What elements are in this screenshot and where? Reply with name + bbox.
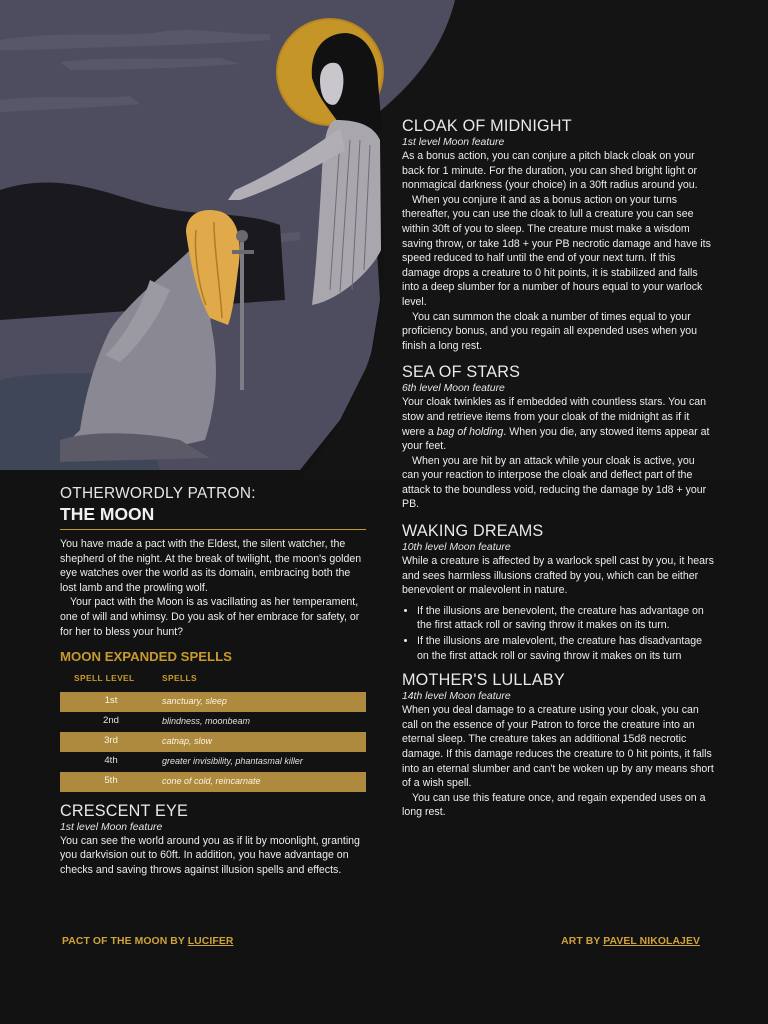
- spells-header: SPELLS: [162, 673, 197, 684]
- crescent-subtitle: 1st level Moon feature: [60, 821, 163, 833]
- spells-cell: blindness, moonbeam: [162, 716, 251, 727]
- intro-paragraph-1: You have made a pact with the Eldest, the silent watcher, the shepherd of the night. At the break of twilight, the moon's golden eye watches over the world as its domain, embracing both the lost lamb and the prowling wolf.: [60, 538, 362, 594]
- waking-paragraph-1: While a creature is affected by a warlock spell cast by you, it hears and sees harmless illusions crafted by you, which can be either benevolent or malevolent in nature.: [402, 555, 714, 597]
- cloak-paragraph-2: When you conjure it and as a bonus action on your turns thereafter, you can use the cloak to lull a creature you can see within 30ft of you to sleep. The creature must make a wisdom saving throw, or take 1d8 + your PB necrotic damage and have its speed reduced to half until the end of your next turn. If this damage drops a creature to 0 hit points, it is stabilized and falls into a deep slumber for a number of hours equal to your warlock level.: [402, 193, 711, 308]
- patron-heading: OTHERWORDLY PATRON:: [60, 485, 256, 502]
- spells-cell: cone of cold, reincarnate: [162, 772, 366, 792]
- footer-credit-author: [62, 936, 233, 947]
- footer-credit-artist: [561, 936, 700, 947]
- lullaby-paragraph-1: When you deal damage to a creature using your cloak, you can call on the essence of your Patron to force the creature into an eternal sleep. The creature takes an additional 15d8 necrotic damage. If this damage reduces the creature to 0 hit points, it falls into an eternal slumber and can't be woken up by any means short of a wish spell.: [402, 704, 714, 790]
- waking-subtitle: 10th level Moon feature: [402, 542, 511, 554]
- intro-paragraph-2: Your pact with the Moon is as vacillating as her temperament, one of will and whimsy. Do you ask of her embrace for safety, or for her to bless your hunt?: [60, 596, 360, 638]
- spell-level-cell: 3rd: [60, 732, 162, 752]
- cloak-title: CLOAK OF MIDNIGHT: [402, 117, 572, 135]
- table-row: [60, 752, 366, 772]
- right-column: [402, 116, 714, 820]
- expanded-spells-title: MOON EXPANDED SPELLS: [60, 649, 232, 665]
- sea-p1-text-b: . When you die, any stowed items appear at your feet.: [402, 425, 710, 453]
- cloak-paragraph-1: As a bonus action, you can conjure a pitch black cloak on your back for 1 minute. For the duration, you can shed bright light or nonmagical darkness (your choice) in a 30ft radius around you.: [402, 150, 698, 192]
- waking-title: WAKING DREAMS: [402, 522, 544, 541]
- spell-level-cell: 4th: [104, 755, 118, 767]
- sea-p1-text-a: Your cloak twinkles as if embedded with countless stars. You can stow and retrieve items from your cloak of the midnight as if it were a: [402, 396, 707, 438]
- left-column: [60, 484, 366, 878]
- table-row: [60, 712, 366, 732]
- sea-subtitle: 6th level Moon feature: [402, 383, 505, 395]
- spells-cell: sanctuary, sleep: [162, 692, 366, 712]
- lullaby-title: MOTHER'S LULLABY: [402, 671, 565, 690]
- crescent-title: CRESCENT EYE: [60, 801, 189, 820]
- waking-bullets: [402, 604, 714, 663]
- spells-cell: greater invisibility, phantasmal killer: [162, 756, 303, 767]
- spell-level-cell: 5th: [60, 772, 162, 792]
- artist-credit-prefix: ART BY: [561, 936, 604, 947]
- waking-bullet-benevolent: • If the illusions are benevolent, the creature has advantage on the first attack roll or saving throw it makes on its turn.: [417, 604, 714, 633]
- spell-level-cell: 1st: [60, 692, 162, 712]
- author-credit-prefix: PACT OF THE MOON BY: [62, 936, 188, 947]
- crescent-paragraph-1: You can see the world around you as if lit by moonlight, granting you darkvision out to 60ft. In addition, you have advantage on checks and saving throws against illusion spells and effects.: [60, 834, 360, 876]
- lullaby-subtitle: 14th level Moon feature: [402, 691, 511, 703]
- sea-paragraph-2: When you are hit by an attack while your cloak is active, you can your reaction to interpose the cloak and deflect part of the attack to the boundless void, reducing the damage by 1d8 + your PB.: [402, 454, 707, 511]
- spell-level-cell: 2nd: [102, 715, 119, 727]
- artist-link[interactable]: PAVEL NIKOLAJEV: [603, 936, 700, 947]
- waking-bullet-malevolent: • If the illusions are malevolent, the creature has disadvantage on the first attack roll or saving throw it makes on its turn: [417, 634, 714, 663]
- table-row: [60, 772, 366, 792]
- spell-level-header: SPELL LEVEL: [74, 673, 135, 684]
- table-row: [60, 732, 366, 752]
- cloak-subtitle: 1st level Moon feature: [402, 137, 505, 148]
- table-row: [60, 692, 366, 712]
- lullaby-paragraph-2: You can use this feature once, and regain expended uses on a long rest.: [402, 791, 706, 819]
- sea-paragraph-1: [402, 395, 714, 453]
- author-link[interactable]: LUCIFER: [187, 936, 234, 947]
- cloak-paragraph-3: You can summon the cloak a number of times equal to your proficiency bonus, and you regain all expended uses when you finish a long rest.: [402, 310, 698, 352]
- sea-title: SEA OF STARS: [402, 363, 521, 382]
- spells-cell: catnap, slow: [162, 732, 366, 752]
- patron-name: THE MOON: [60, 503, 366, 530]
- bag-of-holding-text: bag of holding: [436, 425, 504, 438]
- expanded-spells-table: [60, 669, 366, 792]
